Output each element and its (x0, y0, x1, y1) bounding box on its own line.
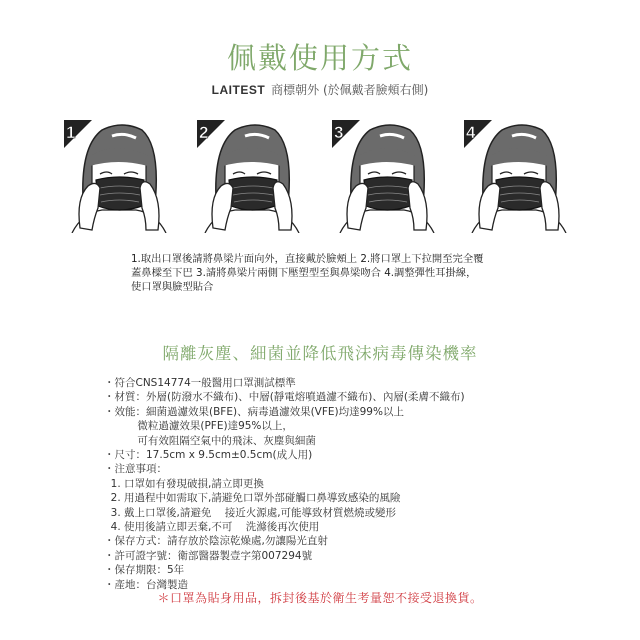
page-title: 佩戴使用方式 (226, 41, 413, 75)
brand-name: LAITEST (211, 83, 266, 97)
svg-text:3: 3 (334, 123, 344, 142)
spec-item: ・注意事項： (104, 463, 167, 476)
step-illustration (330, 118, 440, 233)
spec-item: ・材質：外層(防潑水不織布)、中層(靜電熔噴過濾不織布)、內層(柔膚不織布) (104, 391, 465, 404)
subtitle (0, 81, 640, 98)
section-heading: 隔離灰塵、細菌並降低飛沫病毒傳染機率 (162, 344, 478, 363)
step-number-badge (197, 120, 225, 148)
steps-line: 使口罩與臉型貼合 (131, 281, 214, 293)
steps-line: 1.取出口罩後請將鼻梁片面向外，直接戴於臉頰上 2.將口罩上下拉開至完全覆 (131, 253, 484, 265)
svg-text:4: 4 (466, 123, 476, 142)
face-mask-icon (364, 177, 412, 210)
spec-item: 2. 用過程中如需取下,請避免口罩外部碰觸口鼻導致感染的風險 (104, 492, 401, 505)
spec-item: ・保存方式：請存放於陰涼乾燥處,勿讓陽光直射 (104, 535, 328, 548)
svg-text:2: 2 (199, 123, 209, 142)
face-mask-icon (229, 177, 277, 210)
return-policy-notice: ＊口罩為貼身用品，拆封後基於衛生考量恕不接受退換貨。 (157, 591, 483, 605)
face-mask-icon (496, 177, 544, 210)
step-number-badge (464, 120, 492, 148)
spec-list (104, 376, 544, 592)
step-illustration (62, 118, 172, 233)
svg-text:1: 1 (66, 123, 76, 142)
step-number-badge (64, 120, 92, 148)
spec-item: 可有效阻隔空氣中的飛沫、灰塵與細菌 (104, 434, 316, 447)
spec-item: ・符合CNS14774一般醫用口罩測試標準 (104, 377, 296, 389)
step-illustration (195, 118, 305, 233)
spec-item: ・產地：台灣製造 (104, 578, 188, 591)
face-mask-icon (96, 177, 144, 210)
subtitle-text: 商標朝外 (於佩戴者臉頰右側) (271, 83, 429, 97)
step-illustration (462, 118, 572, 233)
spec-item: 4. 使用後請立即丟棄,不可 洗滌後再次使用 (104, 521, 320, 534)
steps-text (131, 252, 521, 294)
spec-item: 微粒過濾效果(PFE)達95%以上， (104, 420, 293, 433)
spec-item: ・尺寸：17.5cm x 9.5cm±0.5cm(成人用) (104, 449, 313, 462)
spec-item: ・效能：細菌過濾效果(BFE)、病毒過濾效果(VFE)均達99%以上 (104, 405, 404, 418)
spec-item: ・許可證字號：衛部醫器製壹字第007294號 (104, 549, 313, 562)
spec-item: ・保存期限：5年 (104, 564, 185, 577)
step-number-badge (332, 120, 360, 148)
spec-item: 1. 口罩如有發現破損,請立即更換 (104, 477, 264, 490)
spec-item: 3. 戴上口罩後,請避免 接近火源處,可能導致材質燃燒或變形 (104, 506, 397, 519)
steps-line: 蓋鼻樑至下巴 3.請將鼻梁片兩側下壓塑型至與鼻梁吻合 4.調整彈性耳掛線， (131, 267, 477, 279)
